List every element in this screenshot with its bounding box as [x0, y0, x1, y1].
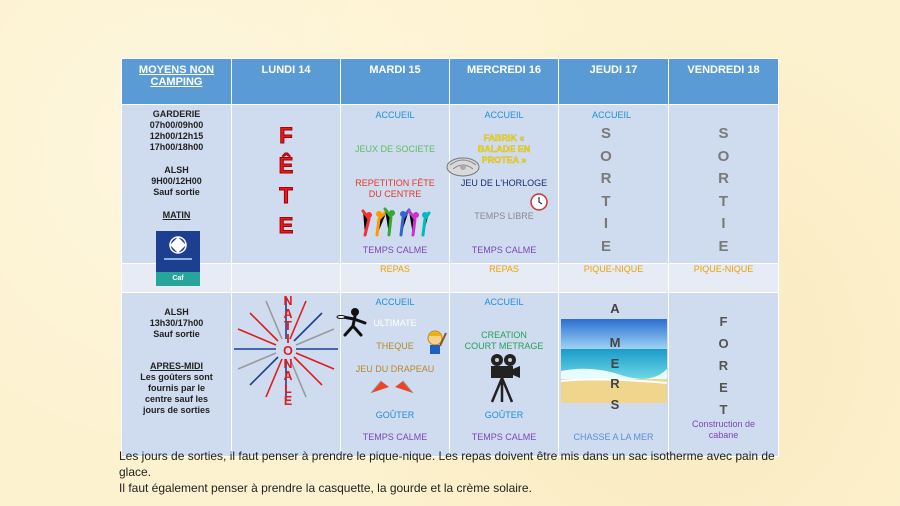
- activity-gouter: GOÛTER: [484, 410, 524, 420]
- activity-jeu-horloge: JEU DE L'HORLOGE: [460, 178, 548, 188]
- sortie-vertical-text: [559, 123, 653, 258]
- alsh-time: 13h30/17h00: [149, 318, 204, 328]
- jeudi-meal-cell: PIQUE-NIQUE: [559, 264, 669, 293]
- fete-letter: F: [279, 123, 293, 148]
- sortie-letter: T: [718, 192, 729, 210]
- alsh-title: ALSH: [164, 307, 189, 317]
- nationale-letter: T: [284, 319, 292, 333]
- header-jeudi: JEUDI 17: [559, 59, 669, 105]
- nationale-letter: N: [283, 294, 293, 308]
- sortie-letter: O: [717, 147, 730, 165]
- activity-temps-libre: TEMPS LIBRE: [474, 211, 534, 221]
- footer-note-2: Il faut également penser à prendre la casquette, la gourde et la crème solaire.: [119, 481, 532, 495]
- activity-accueil: ACCUEIL: [484, 110, 524, 120]
- meal-row: [122, 264, 779, 293]
- apres-midi-label: APRES-MIDI: [149, 361, 203, 371]
- lundi-meal-cell: [232, 264, 341, 293]
- movie-camera-illustration: [486, 353, 522, 403]
- alsh-note: Sauf sortie: [153, 187, 200, 197]
- nationale-letter: N: [283, 356, 293, 371]
- header-col0-label: MOYENS NON CAMPING: [138, 64, 215, 88]
- mardi-morning-cell: [341, 105, 450, 264]
- afternoon-info-cell: [122, 293, 232, 457]
- sortie-letter: S: [600, 125, 611, 142]
- foret-vertical-text: [669, 311, 778, 421]
- alsh-time: 9H00/12H00: [151, 176, 202, 186]
- activity-jeux-de-societe: JEUX DE SOCIETE: [354, 144, 435, 154]
- mercredi-afternoon-cell: [450, 293, 559, 457]
- lundi-morning-cell: [232, 105, 341, 264]
- sortie-letter: O: [600, 147, 612, 165]
- activity-chasse-a-la-mer: CHASSE A LA MER: [573, 432, 654, 442]
- clock-icon: [530, 193, 548, 211]
- fete-letter: T: [279, 183, 293, 208]
- activity-accueil: ACCUEIL: [592, 110, 632, 120]
- vendredi-afternoon-cell: [669, 293, 779, 457]
- morning-info-cell: [122, 105, 232, 282]
- dancers-illustration: [359, 205, 429, 237]
- activity-construction-cabane: Construction de cabane: [691, 419, 756, 440]
- clock-illustration: [530, 193, 548, 211]
- garderie-time: 07h00/09h00: [149, 120, 204, 130]
- foret-letter: O: [718, 336, 729, 351]
- foret-letter: R: [718, 358, 729, 373]
- mercredi-meal-cell: REPAS: [450, 264, 559, 293]
- baseball-kid-illustration: [423, 329, 447, 359]
- nationale-letter: A: [283, 306, 293, 321]
- movie-camera-icon: [486, 353, 522, 403]
- caf-emblem-icon: [156, 231, 200, 267]
- header-moyens-non-camping: [122, 59, 232, 105]
- activity-temps-calme: TEMPS CALME: [471, 432, 537, 442]
- activity-jeu-du-drapeau: JEU DU DRAPEAU: [355, 364, 435, 374]
- mers-vertical-text: [605, 333, 625, 415]
- activity-theque: THEQUE: [376, 341, 414, 351]
- dancing-people-icon: [359, 205, 429, 237]
- fete-vertical-text: [232, 121, 340, 241]
- mers-letter: E: [610, 355, 620, 371]
- sortie-letter: R: [600, 170, 612, 187]
- vendredi-meal-cell: PIQUE-NIQUE: [669, 264, 779, 293]
- footer-notes: [119, 448, 779, 496]
- sortie-letter: S: [718, 125, 729, 142]
- footer-note-1: Les jours de sorties, il faut penser à prendre le pique-nique. Les repas doivent être mis dans un sac isotherme avec pain de glace.: [119, 449, 775, 479]
- activity-accueil: ACCUEIL: [484, 297, 524, 307]
- sortie-letter: T: [601, 192, 611, 210]
- mers-letter: S: [610, 396, 620, 412]
- activity-accueil: ACCUEIL: [375, 110, 415, 120]
- flag-icon: [369, 377, 415, 395]
- activity-creation-court-metrage: CREATION COURT METRAGE: [464, 330, 544, 351]
- flags-illustration: [369, 377, 415, 395]
- fete-letter: Ê: [278, 153, 294, 178]
- afternoon-row: [122, 293, 779, 457]
- protea-flower-illustration: [444, 153, 482, 179]
- mers-letter: M: [609, 335, 621, 350]
- nationale-letter: E: [283, 394, 293, 408]
- nationale-letter: I: [286, 331, 290, 346]
- activity-gouter: GOÛTER: [375, 410, 415, 420]
- lundi-afternoon-cell: [232, 293, 341, 457]
- gouter-note: Les goûters sont fournis par le centre sauf les jours de sorties: [140, 372, 213, 415]
- activity-repetition-fete: REPETITION FÊTE DU CENTRE: [355, 178, 435, 199]
- garderie-time: 17h00/18h00: [149, 142, 204, 152]
- vendredi-morning-cell: [669, 105, 779, 264]
- matin-label: MATIN: [162, 210, 191, 220]
- caf-logo-text: Caf: [156, 272, 200, 286]
- activity-ultimate: ULTIMATE: [373, 318, 417, 328]
- garderie-title: GARDERIE: [152, 109, 201, 119]
- morning-row: [122, 105, 779, 264]
- jeudi-afternoon-cell: [559, 293, 669, 457]
- weekly-planning-table: [121, 58, 779, 457]
- flower-icon: [444, 153, 482, 179]
- garderie-time: 12h00/12h15: [149, 131, 204, 141]
- alsh-title: ALSH: [164, 165, 189, 175]
- fete-letter: E: [278, 213, 294, 238]
- foret-letter: F: [719, 314, 728, 329]
- mardi-meal-cell: REPAS: [341, 264, 450, 293]
- nationale-letter: O: [283, 344, 293, 358]
- sortie-letter: I: [603, 215, 609, 232]
- sortie-vertical-text: [669, 123, 778, 258]
- batter-icon: [423, 329, 447, 359]
- sortie-letter: I: [721, 215, 726, 232]
- caf-logo: [156, 231, 200, 281]
- sortie-letter: E: [600, 237, 611, 255]
- nationale-letter: A: [283, 369, 293, 383]
- mers-letter: R: [610, 376, 620, 391]
- foret-letter: T: [719, 402, 728, 417]
- activity-accueil: ACCUEIL: [375, 297, 415, 307]
- foret-letter: E: [719, 380, 728, 395]
- activity-temps-calme: TEMPS CALME: [362, 245, 428, 255]
- activity-fabrik: FABRIK « BALADE EN PROTEA »: [477, 133, 531, 165]
- header-row: [122, 59, 779, 105]
- mardi-afternoon-cell: [341, 293, 450, 457]
- a-letter: A: [610, 301, 620, 316]
- mercredi-morning-cell: [450, 105, 559, 264]
- header-mercredi: MERCREDI 16: [450, 59, 559, 105]
- nationale-vertical-text: [278, 295, 298, 408]
- header-lundi: LUNDI 14: [232, 59, 341, 105]
- alsh-note: Sauf sortie: [153, 329, 200, 339]
- jeudi-morning-cell: [559, 105, 669, 264]
- header-vendredi: VENDREDI 18: [669, 59, 779, 105]
- sortie-letter: E: [718, 237, 729, 255]
- activity-temps-calme: TEMPS CALME: [362, 432, 428, 442]
- header-mardi: MARDI 15: [341, 59, 450, 105]
- sortie-letter: R: [718, 170, 729, 187]
- activity-temps-calme: TEMPS CALME: [471, 245, 537, 255]
- nationale-letter: L: [284, 381, 292, 396]
